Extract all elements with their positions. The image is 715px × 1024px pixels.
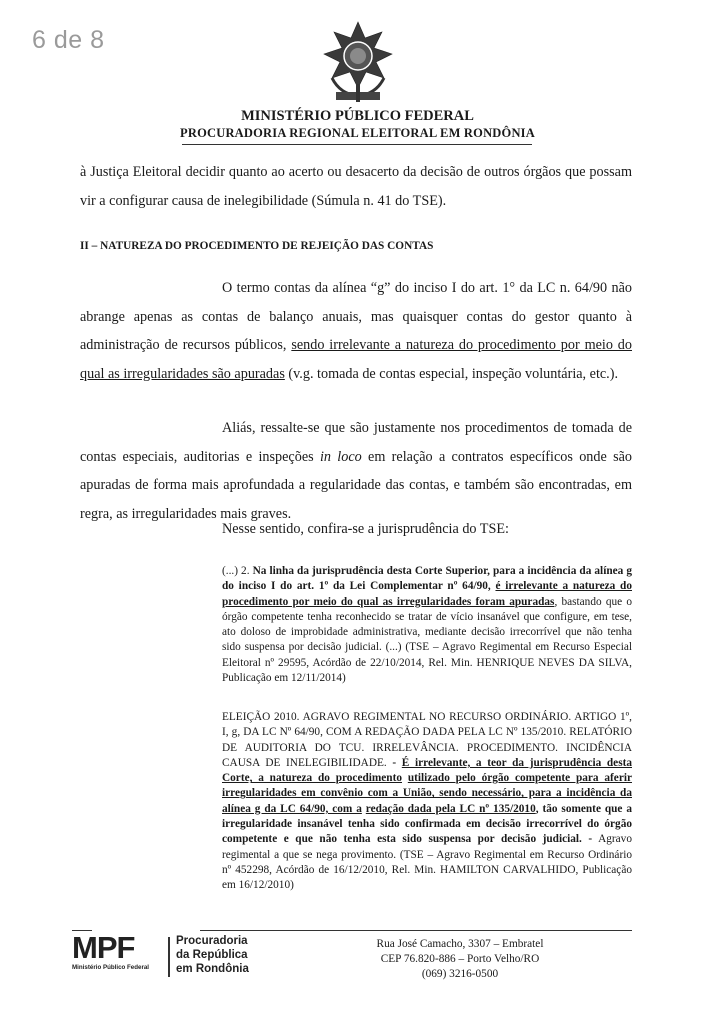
section-heading: II – NATUREZA DO PROCEDIMENTO DE REJEIÇÃO DAS CONTAS xyxy=(80,240,434,252)
mpf-logo-text: MPF xyxy=(72,930,135,965)
office-title: PROCURADORIA REGIONAL ELEITORAL EM RONDÔNIA xyxy=(180,126,535,140)
paragraph-4: Nesse sentido, confira-se a jurisprudência do TSE: xyxy=(222,521,509,537)
footer-address xyxy=(340,937,580,982)
address-line-2: CEP 76.820-886 – Porto Velho/RO xyxy=(380,953,540,965)
paragraph-1: à Justiça Eleitoral decidir quanto ao acerto ou desacerto da decisão de outros órgãos que possam vir a configurar causa de inelegibilidade (Súmula n. 41 do TSE). xyxy=(80,164,632,209)
ministry-title: MINISTÉRIO PÚBLICO FEDERAL xyxy=(241,108,474,124)
paragraph-3: Aliás, ressalte-se que são justamente nos procedimentos de tomada de contas especiais, auditorias e inspeções in loco em relação a contratos específicos onde são apuradas de forma mais aprofundada a regularidade das contas, e também são encontradas, em regra, as irregularidades mais graves. xyxy=(80,420,632,522)
footer-divider-right xyxy=(200,930,632,931)
coat-of-arms-icon xyxy=(318,20,398,104)
quote-2: ELEIÇÃO 2010. AGRAVO REGIMENTAL NO RECURSO ORDINÁRIO. ARTIGO 1º, I, g, DA LC Nº 64/90, COM A REDAÇÃO DADA PELA LC Nº 135/2010. RELATÓRIO DE AUDITORIA DO TCU. IRRELEVÂNCIA. PROCEDIMENTO. INCIDÊNCIA CAUSA DE INELEGIBILIDADE. - É irrelevante, a teor da jurisprudência desta Corte, a natureza do procedimento utilizado pelo órgão competente para aferir irregularidades em convênio com a União, sendo necessário, para a incidência da alínea g da LC 64/90, com a redação dada pela LC nº 135/2010, tão somente que a irregularidade insanável tenha sido confirmada em decisão irrecorrível do órgão competente e que não tenha esta sido suspensa por decisão judicial. - Agravo regimental a que se nega provimento. (TSE – Agravo Regimental em Recurso Ordinário nº 452298, Acórdão de 16/12/2010, Rel. Min. HAMILTON CARVALHIDO, Publicação em 16/12/2010) xyxy=(222,711,633,892)
mpf-logo-subtitle: Ministério Público Federal xyxy=(72,964,150,971)
underlined-phrase: sendo irrelevante a natureza do procedimento por meio do qual as irregularidades são apuradas xyxy=(80,337,632,382)
quote-1: (...) 2. Na linha da jurisprudência desta Corte Superior, para a incidência da alínea g do inciso I do art. 1º da Lei Complementar nº 64/90, é irrelevante a natureza do procedimento por meio do qual as irregularidades foram apuradas, bastando que o órgão competente tenha reconhecido se tratar de vício insanável que configure, em tese, ato doloso de improbidade administrativa, mediante decisão irrecorrível que não tenha sido suspensa por decisão judicial. (...) (TSE – Agravo Regimental em Recurso Especial Eleitoral nº 29595, Acórdão de 22/10/2014, Rel. Min. HENRIQUE NEVES DA SILVA, Publicação em 12/11/2014) xyxy=(222,565,633,685)
page-counter: 6 de 8 xyxy=(32,26,105,54)
header-divider xyxy=(182,144,532,145)
mpf-logo xyxy=(72,930,150,971)
logo-separator xyxy=(168,937,170,977)
paragraph-2: O termo contas da alínea “g” do inciso I do art. 1° da LC n. 64/90 não abrange apenas as contas de balanço anuais, mas quaisquer contas do gestor quanto à administração de recursos públicos, sendo irrelevante a natureza do procedimento por meio do qual as irregularidades são apuradas (v.g. tomada de contas especial, inspeção voluntária, etc.). xyxy=(80,280,632,382)
phone-number: (069) 3216-0500 xyxy=(421,968,499,980)
org-name: Procuradoria da República em Rondônia xyxy=(176,935,249,975)
address-line-1: Rua José Camacho, 3307 – Embratel xyxy=(376,938,544,950)
